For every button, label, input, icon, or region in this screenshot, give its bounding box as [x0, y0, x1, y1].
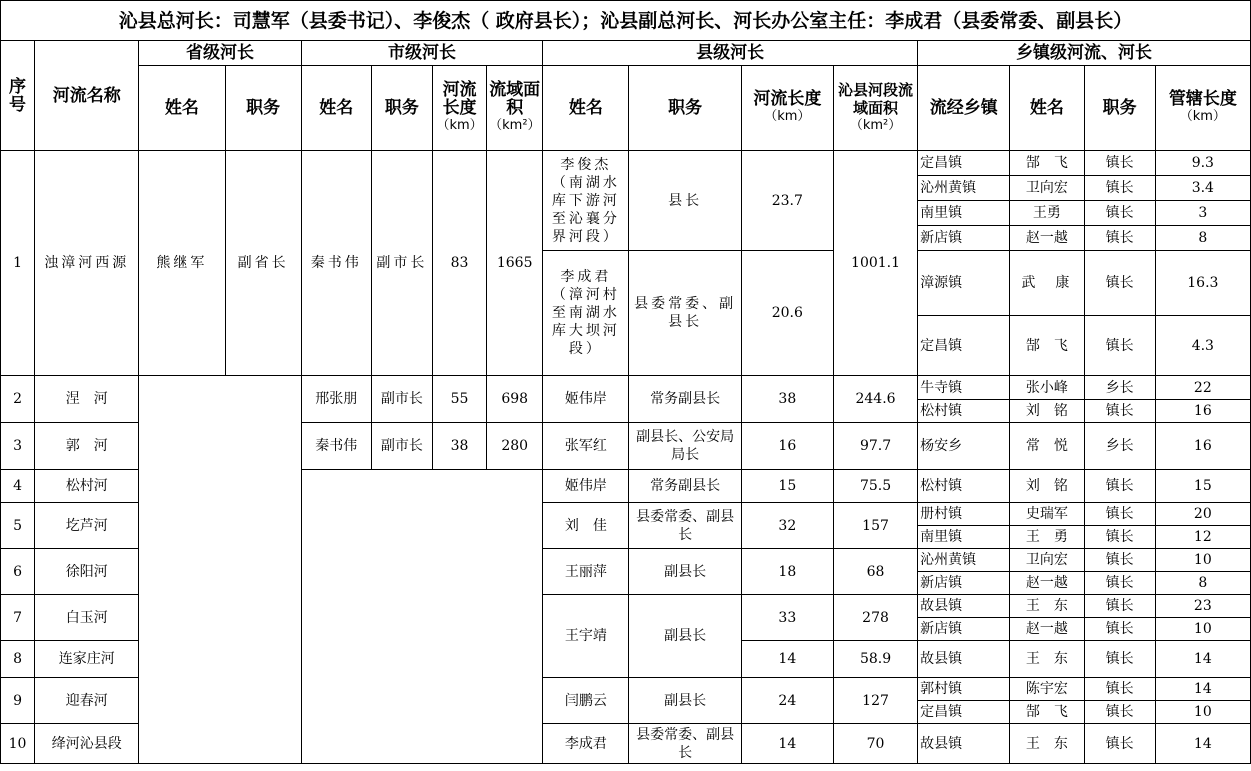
header-county-river-length: [741, 66, 833, 151]
cell-town-name: 赵一越: [1010, 618, 1084, 641]
cell-county-name: 王丽萍: [543, 549, 629, 595]
cell-town: 漳源镇: [918, 251, 1010, 316]
header-seq: 序号: [1, 41, 35, 151]
cell-town: 定昌镇: [918, 316, 1010, 376]
cell-river: 绛河沁县段: [35, 724, 139, 764]
cell-town-pos: 镇长: [1084, 400, 1155, 423]
cell-town-name: 郜 飞: [1010, 701, 1084, 724]
cell-town-len: 15: [1155, 470, 1250, 503]
cell-city-pos: 副市长: [371, 423, 432, 470]
cell-town-len: 10: [1155, 701, 1250, 724]
river-chief-table: [0, 40, 1251, 764]
header-jurisdiction-label: 管辖长度: [1168, 89, 1237, 109]
cell-county-name: 姬伟岸: [543, 376, 629, 423]
cell-river: 迎春河: [35, 678, 139, 724]
cell-town-len: 8: [1155, 226, 1250, 251]
cell-town: 南里镇: [918, 201, 1010, 226]
cell-town-name: 王 东: [1010, 595, 1084, 618]
cell-area: 157: [833, 503, 917, 549]
cell-town-name: 武 康: [1010, 251, 1084, 316]
cell-river: 郭 河: [35, 423, 139, 470]
cell-town-pos: 乡长: [1084, 423, 1155, 470]
cell-river: 圪芦河: [35, 503, 139, 549]
cell-town: 沁州黄镇: [918, 176, 1010, 201]
header-city-name: 姓名: [301, 66, 371, 151]
cell-town-pos: 镇长: [1084, 226, 1155, 251]
cell-town-pos: 镇长: [1084, 316, 1155, 376]
cell-town-pos: 镇长: [1084, 549, 1155, 572]
cell-town-pos: 镇长: [1084, 151, 1155, 176]
cell-county-len: 32: [741, 503, 833, 549]
cell-town-pos: 镇长: [1084, 724, 1155, 764]
cell-town-pos: 乡长: [1084, 376, 1155, 400]
cell-seq: 3: [1, 423, 35, 470]
cell-town-name: 郜 飞: [1010, 151, 1084, 176]
cell-area: 68: [833, 549, 917, 595]
cell-county-pos: 常务副县长: [629, 470, 741, 503]
header-unit-km2: （km²）: [849, 118, 902, 133]
cell-county-len: 20.6: [741, 251, 833, 376]
cell-town-pos: 镇长: [1084, 526, 1155, 549]
cell-town-pos: 镇长: [1084, 503, 1155, 526]
cell-town-name: 陈宇宏: [1010, 678, 1084, 701]
header-prov-name: 姓名: [139, 66, 225, 151]
cell-town-len: 9.3: [1155, 151, 1250, 176]
cell-town-len: 4.3: [1155, 316, 1250, 376]
table-row: [1, 376, 1251, 400]
empty-province-area: [139, 376, 301, 764]
cell-town-name: 卫向宏: [1010, 176, 1084, 201]
cell-town-name: 赵一越: [1010, 572, 1084, 595]
cell-county-len: 33: [741, 595, 833, 641]
cell-town-len: 3: [1155, 201, 1250, 226]
cell-town-pos: 镇长: [1084, 572, 1155, 595]
cell-area: 58.9: [833, 641, 917, 678]
cell-town: 故县镇: [918, 724, 1010, 764]
cell-town: 册村镇: [918, 503, 1010, 526]
header-city-group: 市级河长: [301, 41, 543, 66]
cell-city-len: 38: [433, 423, 487, 470]
cell-river: 涅 河: [35, 376, 139, 423]
cell-seq: 6: [1, 549, 35, 595]
header-county-name: 姓名: [543, 66, 629, 151]
cell-county-pos: 县委常委、副县长: [629, 503, 741, 549]
header-city-river-length: [433, 66, 487, 151]
cell-town-len: 14: [1155, 678, 1250, 701]
cell-town: 松村镇: [918, 470, 1010, 503]
header-prov-position: 职务: [225, 66, 301, 151]
cell-town-pos: 镇长: [1084, 176, 1155, 201]
header-jurisdiction: [1155, 66, 1250, 151]
cell-county-name: 李成君（漳河村至南湖水库大坝河段）: [543, 251, 629, 376]
cell-city-area: 1665: [487, 151, 543, 376]
cell-seq: 7: [1, 595, 35, 641]
cell-county-name: 刘 佳: [543, 503, 629, 549]
cell-seq: 1: [1, 151, 35, 376]
cell-city-name: 邢张朋: [301, 376, 371, 423]
cell-area: 70: [833, 724, 917, 764]
cell-town: 新店镇: [918, 618, 1010, 641]
cell-town: 南里镇: [918, 526, 1010, 549]
header-unit-km: （km）: [436, 118, 483, 133]
cell-river: 松村河: [35, 470, 139, 503]
cell-town: 牛寺镇: [918, 376, 1010, 400]
cell-town-pos: 镇长: [1084, 251, 1155, 316]
header-town-group: 乡镇级河流、河长: [918, 41, 1251, 66]
header-unit-km: （km）: [1179, 109, 1226, 124]
cell-town-name: 王勇: [1010, 201, 1084, 226]
cell-area: 278: [833, 595, 917, 641]
cell-town: 松村镇: [918, 400, 1010, 423]
header-county-river-length-label: 河流长度: [753, 89, 822, 109]
cell-town-pos: 镇长: [1084, 641, 1155, 678]
header-county-group: 县级河长: [543, 41, 918, 66]
cell-town-name: 刘 铭: [1010, 400, 1084, 423]
cell-area: 97.7: [833, 423, 917, 470]
cell-river: 白玉河: [35, 595, 139, 641]
cell-town-name: 史瑞军: [1010, 503, 1084, 526]
cell-town-len: 10: [1155, 549, 1250, 572]
cell-town: 杨安乡: [918, 423, 1010, 470]
cell-county-name: 闫鹏云: [543, 678, 629, 724]
cell-city-pos: 副市长: [371, 376, 432, 423]
cell-town-len: 16: [1155, 400, 1250, 423]
cell-town-name: 郜 飞: [1010, 316, 1084, 376]
cell-seq: 10: [1, 724, 35, 764]
cell-city-name: 秦书伟: [301, 423, 371, 470]
header-city-position: 职务: [371, 66, 432, 151]
cell-county-len: 15: [741, 470, 833, 503]
cell-town-len: 23: [1155, 595, 1250, 618]
cell-town-pos: 镇长: [1084, 618, 1155, 641]
cell-town-len: 22: [1155, 376, 1250, 400]
cell-county-pos: 副县长: [629, 678, 741, 724]
cell-town-len: 14: [1155, 641, 1250, 678]
cell-county-pos: 县委常委、副县长: [629, 724, 741, 764]
cell-county-len: 14: [741, 724, 833, 764]
cell-town-len: 16.3: [1155, 251, 1250, 316]
cell-county-len: 24: [741, 678, 833, 724]
cell-town: 故县镇: [918, 595, 1010, 618]
cell-town-name: 赵一越: [1010, 226, 1084, 251]
cell-town-name: 常 悦: [1010, 423, 1084, 470]
header-county-position: 职务: [629, 66, 741, 151]
cell-town: 郭村镇: [918, 678, 1010, 701]
cell-county-pos: 县长: [629, 151, 741, 251]
cell-county-name: 张军红: [543, 423, 629, 470]
cell-area: 244.6: [833, 376, 917, 423]
cell-county-len: 16: [741, 423, 833, 470]
cell-county-pos: 常务副县长: [629, 376, 741, 423]
cell-town-len: 14: [1155, 724, 1250, 764]
cell-seq: 9: [1, 678, 35, 724]
cell-river: 徐阳河: [35, 549, 139, 595]
cell-town-len: 16: [1155, 423, 1250, 470]
header-town-name: 姓名: [1010, 66, 1084, 151]
header-qin-area: [833, 66, 917, 151]
cell-town-pos: 镇长: [1084, 470, 1155, 503]
cell-area: 1001.1: [833, 151, 917, 376]
cell-county-name: 王宇靖: [543, 595, 629, 678]
header-river-name: 河流名称: [35, 41, 139, 151]
cell-town: 定昌镇: [918, 701, 1010, 724]
cell-town-name: 张小峰: [1010, 376, 1084, 400]
cell-city-area: 280: [487, 423, 543, 470]
header-city-basin-area-label: 流域面积: [489, 80, 541, 118]
cell-town-pos: 镇长: [1084, 678, 1155, 701]
cell-town-name: 王 东: [1010, 724, 1084, 764]
cell-county-name: 姬伟岸: [543, 470, 629, 503]
cell-town-len: 12: [1155, 526, 1250, 549]
header-unit-km2: （km²）: [489, 118, 541, 133]
cell-town-pos: 镇长: [1084, 595, 1155, 618]
cell-prov-name: 熊继军: [139, 151, 225, 376]
header-qin-area-label: 沁县河段流域面积: [838, 81, 914, 117]
cell-county-name: 李俊杰（南湖水库下游河至沁襄分界河段）: [543, 151, 629, 251]
cell-seq: 8: [1, 641, 35, 678]
cell-county-len: 14: [741, 641, 833, 678]
cell-area: 127: [833, 678, 917, 724]
cell-river: 浊漳河西源: [35, 151, 139, 376]
cell-town-name: 刘 铭: [1010, 470, 1084, 503]
empty-city-area: [301, 470, 543, 764]
header-town-position: 职务: [1084, 66, 1155, 151]
cell-town-name: 王 东: [1010, 641, 1084, 678]
cell-county-pos: 县委常委、副县长: [629, 251, 741, 376]
cell-county-pos: 副县长、公安局局长: [629, 423, 741, 470]
cell-town: 新店镇: [918, 572, 1010, 595]
cell-town: 沁州黄镇: [918, 549, 1010, 572]
header-town: 流经乡镇: [918, 66, 1010, 151]
cell-town-len: 8: [1155, 572, 1250, 595]
cell-city-len: 83: [433, 151, 487, 376]
cell-prov-pos: 副省长: [225, 151, 301, 376]
cell-city-name: 秦书伟: [301, 151, 371, 376]
cell-county-pos: 副县长: [629, 549, 741, 595]
cell-area: 75.5: [833, 470, 917, 503]
cell-town-name: 卫向宏: [1010, 549, 1084, 572]
table-row: [1, 151, 1251, 176]
cell-town: 故县镇: [918, 641, 1010, 678]
cell-county-name: 李成君: [543, 724, 629, 764]
cell-town-len: 10: [1155, 618, 1250, 641]
cell-county-len: 18: [741, 549, 833, 595]
cell-river: 连家庄河: [35, 641, 139, 678]
cell-town-pos: 镇长: [1084, 201, 1155, 226]
header-unit-km: （km）: [764, 109, 811, 124]
cell-town: 新店镇: [918, 226, 1010, 251]
cell-seq: 5: [1, 503, 35, 549]
cell-town-pos: 镇长: [1084, 701, 1155, 724]
cell-town-len: 20: [1155, 503, 1250, 526]
cell-seq: 2: [1, 376, 35, 423]
page-title: 沁县总河长：司慧军（县委书记）、李俊杰（ 政府县长）；沁县副总河长、河长办公室主任：李成君（县委常委、副县长）: [0, 0, 1251, 40]
cell-county-len: 23.7: [741, 151, 833, 251]
cell-seq: 4: [1, 470, 35, 503]
header-city-river-length-label: 河流长度: [442, 80, 477, 118]
cell-town-name: 王 勇: [1010, 526, 1084, 549]
cell-city-area: 698: [487, 376, 543, 423]
cell-town-len: 3.4: [1155, 176, 1250, 201]
cell-city-pos: 副市长: [371, 151, 432, 376]
cell-town: 定昌镇: [918, 151, 1010, 176]
cell-city-len: 55: [433, 376, 487, 423]
header-province-group: 省级河长: [139, 41, 301, 66]
cell-county-len: 38: [741, 376, 833, 423]
header-city-basin-area: [487, 66, 543, 151]
cell-county-pos: 副县长: [629, 595, 741, 678]
